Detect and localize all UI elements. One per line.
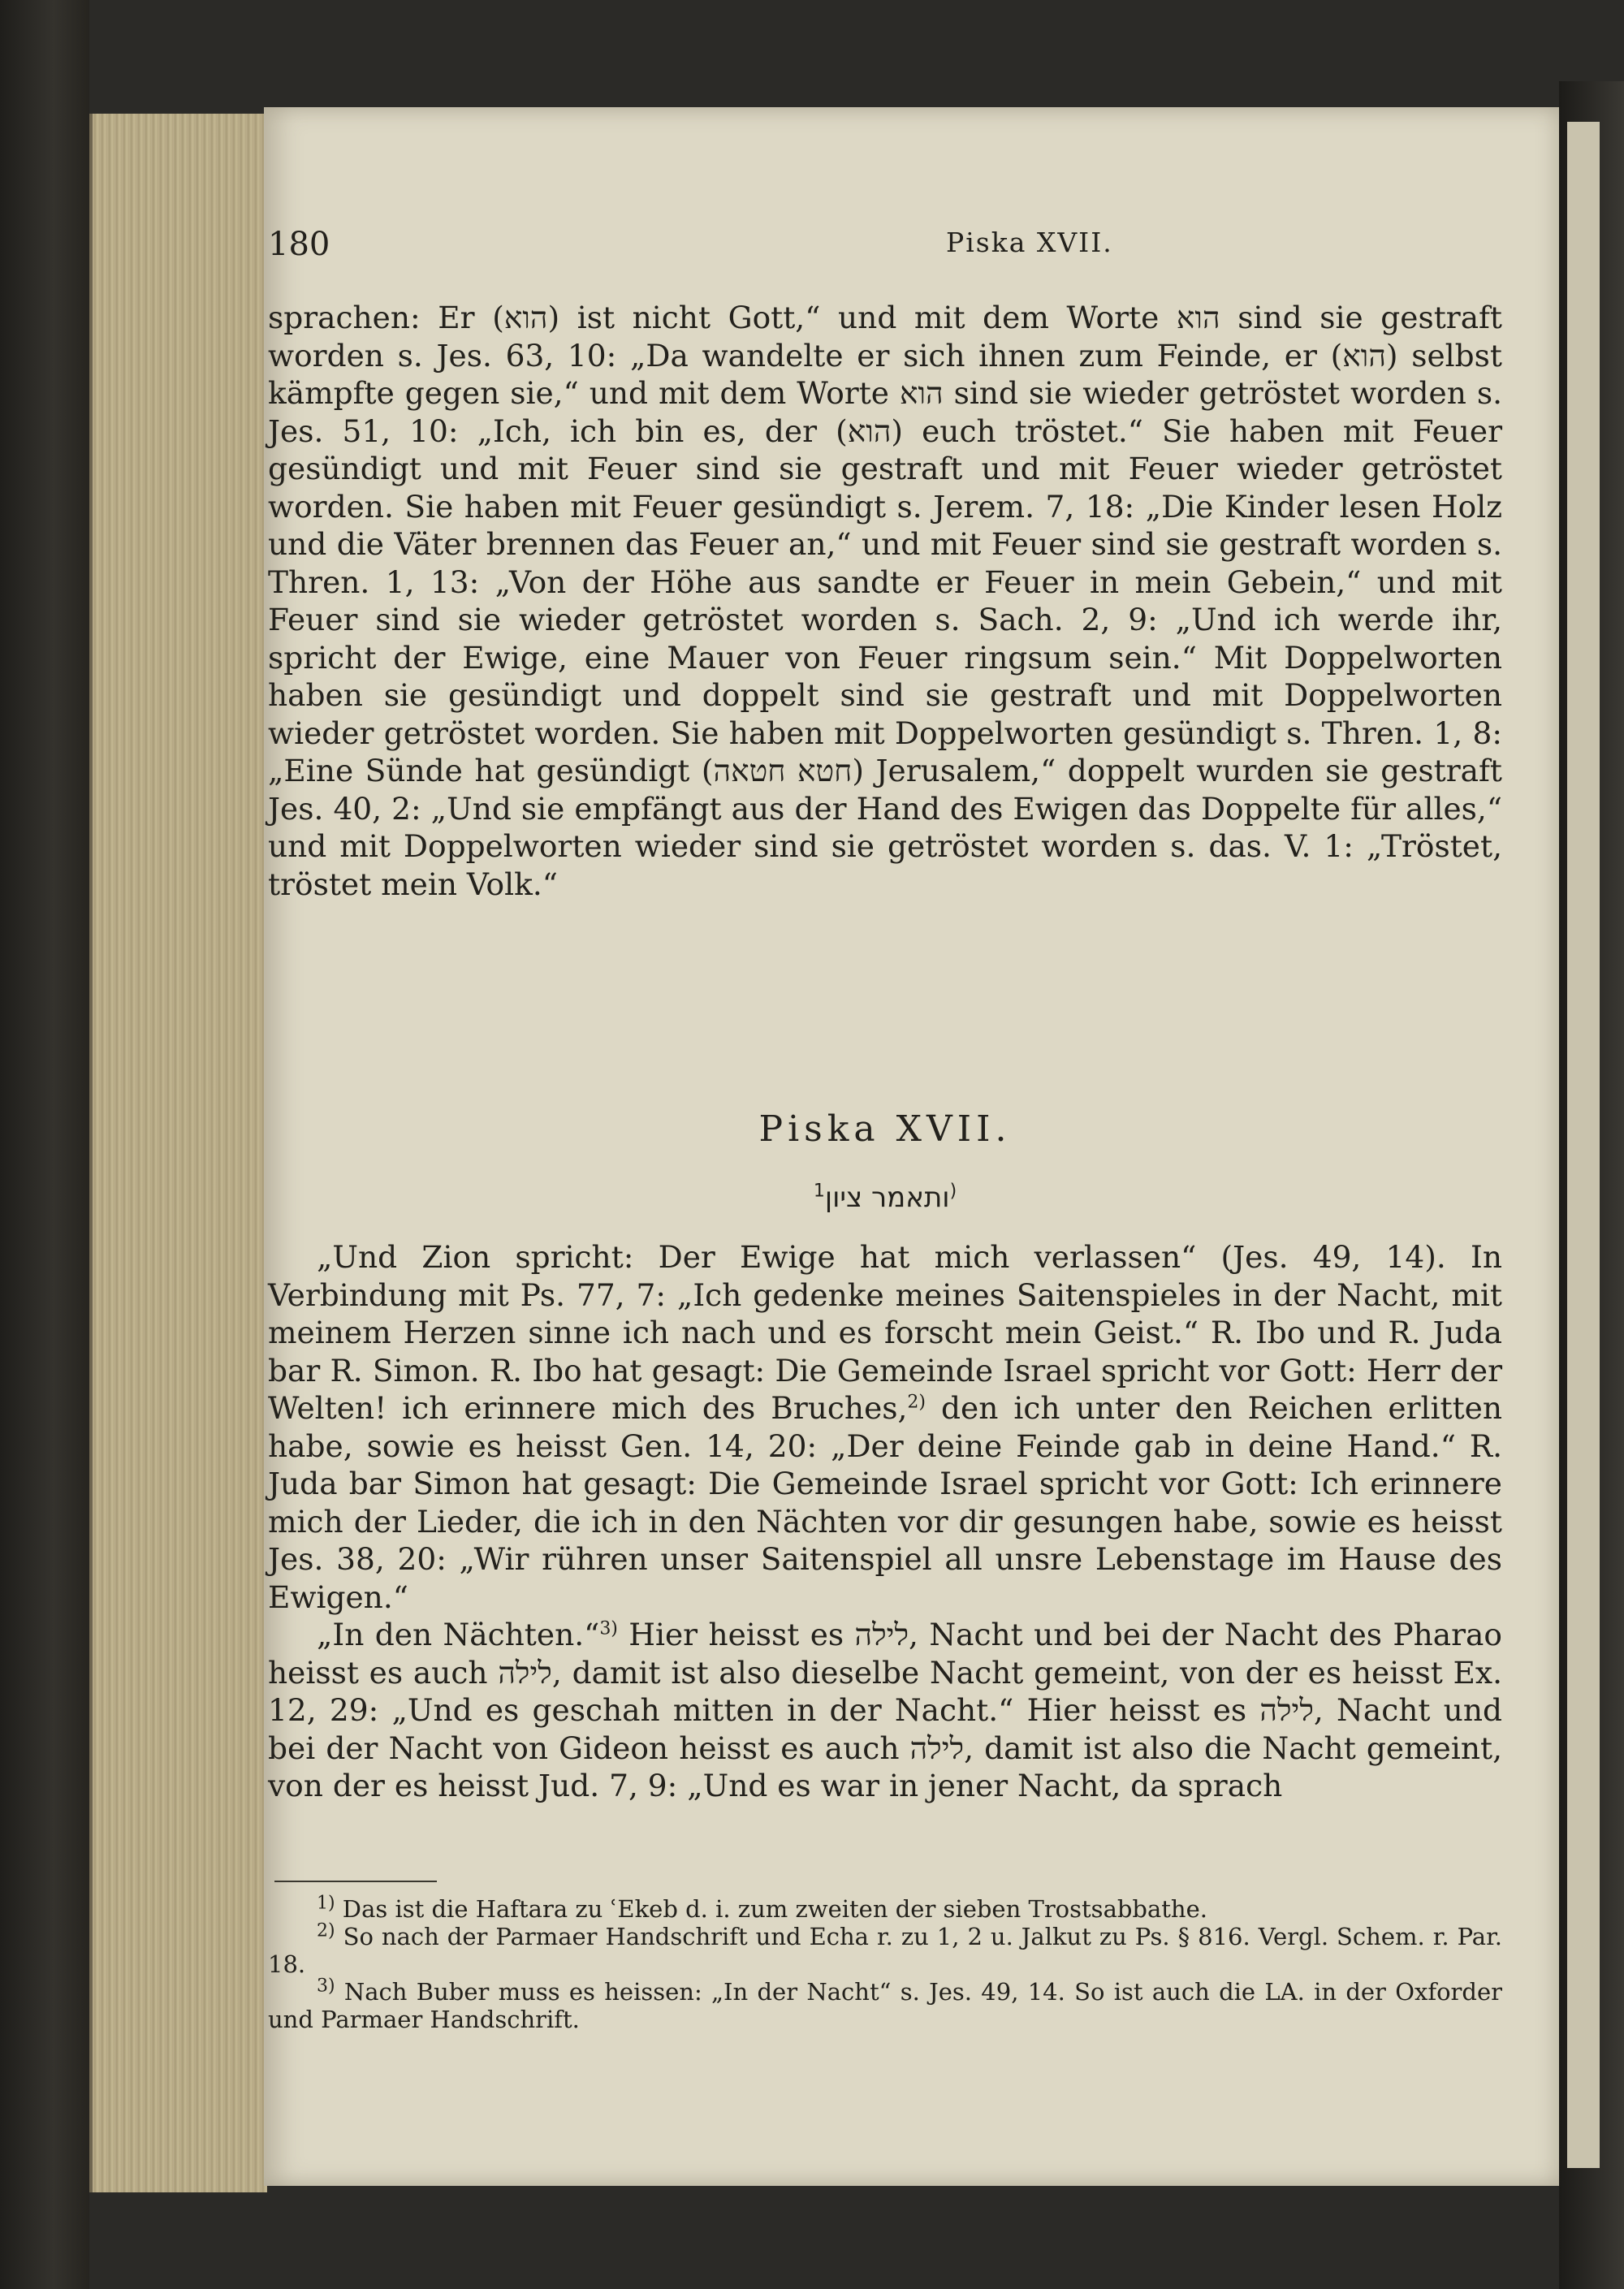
footnotes [268,1895,1502,2033]
footnote [268,1895,1502,1923]
hebrew-heading-text: ותאמר ציון [824,1181,950,1214]
main-text-block [268,299,1502,903]
running-head-title: Piska XVII. [946,227,1113,258]
section-text-block [268,1238,1502,1805]
footnote-marker: 2) [317,1920,335,1941]
footnote-text: Das ist die Haftara zu ʿEkeb d. i. zum zweiten der sieben Trostsabbathe. [335,1895,1207,1923]
paragraph [268,1616,1502,1805]
page-number: 180 [268,226,330,263]
paragraph-text: Hier heisst es לילה, Nacht und bei der Nacht des Pharao heisst es auch לילה, damit ist also dieselbe Nacht gemeint, von der es heisst Ex. 12, 29: „Und es geschah mitten in der Nacht.“ Hier heisst es לילה, Nacht und bei der Nacht von Gideon heisst es auch לילה, damit ist also die Nacht gemeint, von der es heisst Jud. 7, 9: „Und es war in jener Nacht, da sprach [268,1617,1502,1803]
running-head [268,122,1502,263]
book-cover-edge [0,0,89,2289]
footnote-divider [274,1881,437,1882]
footnote-marker: 1) [813,1181,957,1202]
section-title: Piska XVII. [758,1108,1012,1150]
footnote-text: So nach der Parmaer Handschrift und Echa r. zu 1, 2 u. Jalkut zu Ps. § 816. Vergl. Schem. r. Par. 18. [268,1923,1502,1978]
page-stack-edge [89,114,267,2192]
paragraph-text: „Und Zion spricht: Der Ewige hat mich verlassen“ (Jes. 49, 14). In Verbindung mit Ps. 77, 7: „Ich gedenke meines Saitenspieles in der Nacht, mit meinem Herzen sinne ich nach und es forscht mein Geist.“ R. Ibo und R. Juda bar R. Simon. R. Ibo hat gesagt: Die Gemeinde Israel spricht vor Gott: Herr der Welten! ich erinnere mich des Bruches, [268,1239,1502,1426]
footnote-marker: 3) [317,1976,335,1997]
footnote-marker: 2) [907,1392,926,1413]
paragraph-text: „In den Nächten.“ [317,1617,600,1652]
paragraph [268,1238,1502,1616]
page-content [268,122,1503,2033]
section-hebrew-heading [268,1179,1502,1217]
footnote-marker: 3) [599,1618,618,1639]
footnote-text: Nach Buber muss es heissen: „In der Nacht“ s. Jes. 49, 14. So ist auch die LA. in der Oxforder und Parmaer Handschrift. [268,1978,1502,2033]
paragraph: sprachen: Er (הוא) ist nicht Gott,“ und mit dem Worte הוא sind sie gestraft worden s. Jes. 63, 10: „Da wandelte er sich ihnen zum Feinde, er (הוא) selbst kämpfte gegen sie,“ und mit dem Worte הוא sind sie wieder getröstet worden s. Jes. 51, 10: „Ich, ich bin es, der (הוא) euch tröstet.“ Sie haben mit Feuer gesündigt und mit Feuer sind sie gestraft und mit Feuer wieder getröstet worden. Sie haben mit Feuer gesündigt s. Jerem. 7, 18: „Die Kinder lesen Holz und die Väter brennen das Feuer an,“ und mit Feuer sind sie gestraft worden s. Thren. 1, 13: „Von der Höhe aus sandte er Feuer in mein Gebein,“ und mit Feuer sind sie wieder getröstet worden s. Sach. 2, 9: „Und ich werde ihr, spricht der Ewige, eine Mauer von Feuer ringsum sein.“ Mit Doppelworten haben sie gesündigt und doppelt sind sie gestraft und mit Doppelworten wieder getröstet worden. Sie haben mit Doppelworten gesündigt s. Thren. 1, 8: „Eine Sünde hat gesündigt (חטא חטאה) Jerusalem,“ doppelt wurden sie gestraft Jes. 40, 2: „Und sie empfängt aus der Hand des Ewigen das Doppelte für alles,“ und mit Doppelworten wieder sind sie getröstet worden s. das. V. 1: „Tröstet, tröstet mein Volk.“ [268,300,1503,902]
footnote [268,1978,1502,2033]
footnote [268,1920,1502,1978]
footnote-marker: 1) [317,1893,335,1914]
facing-page-edge [1567,122,1600,2168]
paragraph-text: den ich unter den Reichen erlitten habe, sowie es heisst Gen. 14, 20: „Der deine Feinde gab in deine Hand.“ R. Juda bar Simon hat gesagt: Die Gemeinde Israel spricht vor Gott: Ich erinnere mich der Lieder, die ich in den Nächten vor dir gesungen habe, sowie es heisst Jes. 38, 20: „Wir rühren unser Saitenspiel all unsre Lebenstage im Hause des Ewigen.“ [268,1390,1502,1615]
